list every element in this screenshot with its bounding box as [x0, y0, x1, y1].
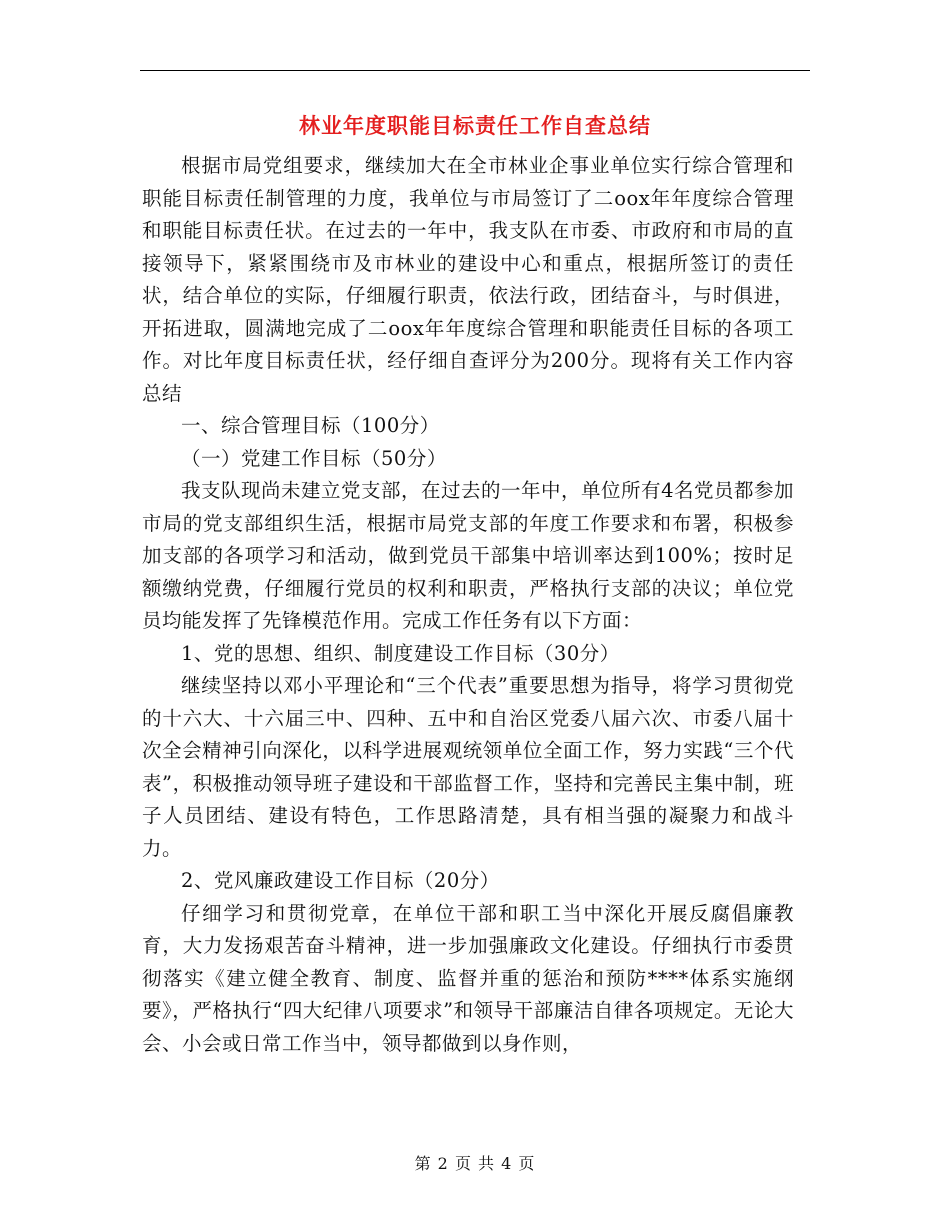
- document-title: 林业年度职能目标责任工作自查总结: [299, 114, 651, 138]
- intro-paragraph: 根据市局党组要求，继续加大在全市林业企事业单位实行综合管理和职能目标责任制管理的力度，我单位与市局签订了二oox年年度综合管理和职能目标责任状。在过去的一年中，我支队在市委、市政府和市局的直接领导下，紧紧围绕市及市林业的建设中心和重点，根据所签订的责任状，结合单位的实际，仔细履行职责，依法行政，团结奋斗，与时俱进，开拓进取，圆满地完成了二oox年年度综合管理和职能责任目标的各项工作。对比年度目标责任状，经仔细自查评分为200分。现将有关工作内容总结: [142, 154, 794, 405]
- item-heading-1: 1、党的思想、组织、制度建设工作目标（30分）: [181, 641, 620, 665]
- anti-corruption-paragraph: 仔细学习和贯彻党章，在单位干部和职工当中深化开展反腐倡廉教育，大力发扬艰苦奋斗精神，进一步加强廉政文化建设。仔细执行市委贯彻落实《建立健全教育、制度、监督并重的惩治和预防****体系实施纲要》，严格执行“四大纪律八项要求”和领导干部廉洁自律各项规定。无论大会、小会或日常工作当中，领导都做到以身作则，: [142, 901, 794, 1055]
- party-building-paragraph: 我支队现尚未建立党支部，在过去的一年中，单位所有4名党员都参加市局的党支部组织生活，根据市局党支部的年度工作要求和布署，积极参加支部的各项学习和活动，做到党员干部集中培训率达到100%；按时足额缴纳党费，仔细履行党员的权利和职责，严格执行支部的决议；单位党员均能发挥了先锋模范作用。完成工作任务有以下方面：: [142, 479, 794, 632]
- header-rule: [140, 70, 810, 71]
- ideology-paragraph: 继续坚持以邓小平理论和“三个代表”重要思想为指导，将学习贯彻党的十六大、十六届三中、四种、五中和自治区党委八届六次、市委八届十次全会精神引向深化，以科学进展观统领单位全面工作，努力实践“三个代表”，积极推动领导班子建设和干部监督工作，坚持和完善民主集中制，班子人员团结、建设有特色，工作思路清楚，具有相当强的凝聚力和战斗力。: [142, 674, 794, 860]
- item-heading-2: 2、党风廉政建设工作目标（20分）: [181, 869, 500, 892]
- document-body: [142, 150, 794, 1060]
- section-heading-1: 一、综合管理目标（100分）: [181, 414, 440, 437]
- page-footer: 第 2 页 共 4 页: [414, 1154, 536, 1173]
- subsection-heading-1: （一）党建工作目标（50分）: [181, 446, 447, 470]
